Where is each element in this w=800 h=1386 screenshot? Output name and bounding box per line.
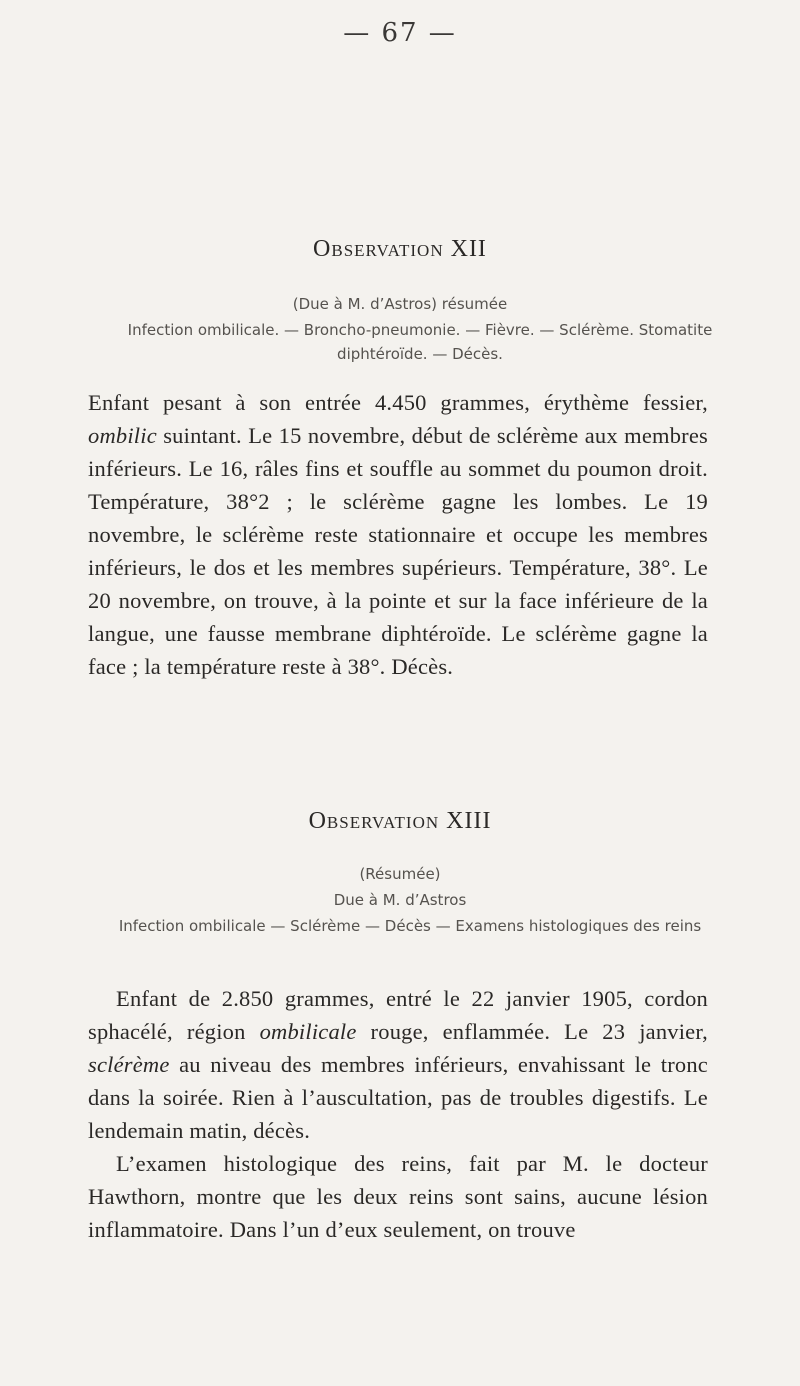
observation-13-summary: Infection ombilicale — Sclérème — Décès — Examens histologiques des reins (118, 917, 702, 935)
observation-12-body (88, 386, 708, 683)
obs13-paragraph-2: L’examen histologique des reins, fait par M. le docteur Hawthorn, montre que les deux reins sont sains, aucune lésion inflammatoire. Dans l’un d’eux seulement, on trouve (88, 1151, 708, 1242)
obs13-p1-a: Enfant de 2.850 grammes, entré le 22 janvier 1905, cordon sphacélé, région (88, 986, 708, 1044)
obs12-text-c: suintant. Le 15 novembre, début de sclérème aux membres inférieurs. Le 16, râles fins et souffle au sommet du poumon droit. Température, 38°2 ; le sclérème gagne les lombes. Le 19 novembre, le sclérème reste stationnaire et occupe les membres inférieurs, le dos et les membres supérieurs. Température, 38°. Le 20 novembre, on trouve, à la pointe et sur la face inférieure de la langue, une fausse membrane diphtéroïde. Le sclérème gagne la face ; la température reste à 38°. Décès. (88, 423, 708, 679)
observation-13-source: Due à M. d’Astros (333, 891, 467, 909)
observation-12-title: Observation XII (313, 236, 487, 262)
observation-13-subtitle: (Résumée) (359, 865, 441, 883)
obs13-p1-italic-sclereme: sclérème (88, 1052, 170, 1077)
obs12-text-a: Enfant pesant à son entrée 4.450 grammes, érythème fessier, (88, 390, 708, 415)
obs12-text-italic-ombilic: ombilic (88, 423, 157, 448)
observation-12-summary: Infection ombilicale. — Broncho-pneumonie. — Fièvre. — Sclérème. Stomatite diphtéroïde. — Décès. (127, 321, 713, 363)
obs13-p1-e: au niveau des membres inférieurs, envahissant le tronc dans la soirée. Rien à l’auscultation, pas de troubles digestifs. Le lendemain matin, décès. (88, 1052, 708, 1143)
observation-13-title: Observation XIII (308, 808, 492, 834)
obs13-p1-c: rouge, enflammée. Le 23 janvier, (356, 1019, 708, 1044)
observation-13-body (88, 982, 708, 1246)
observation-12-source: (Due à M. d’Astros) résumée (292, 295, 508, 313)
obs13-p1-italic-ombilicale: ombilicale (259, 1019, 357, 1044)
page-number: — 67 — (343, 18, 457, 48)
